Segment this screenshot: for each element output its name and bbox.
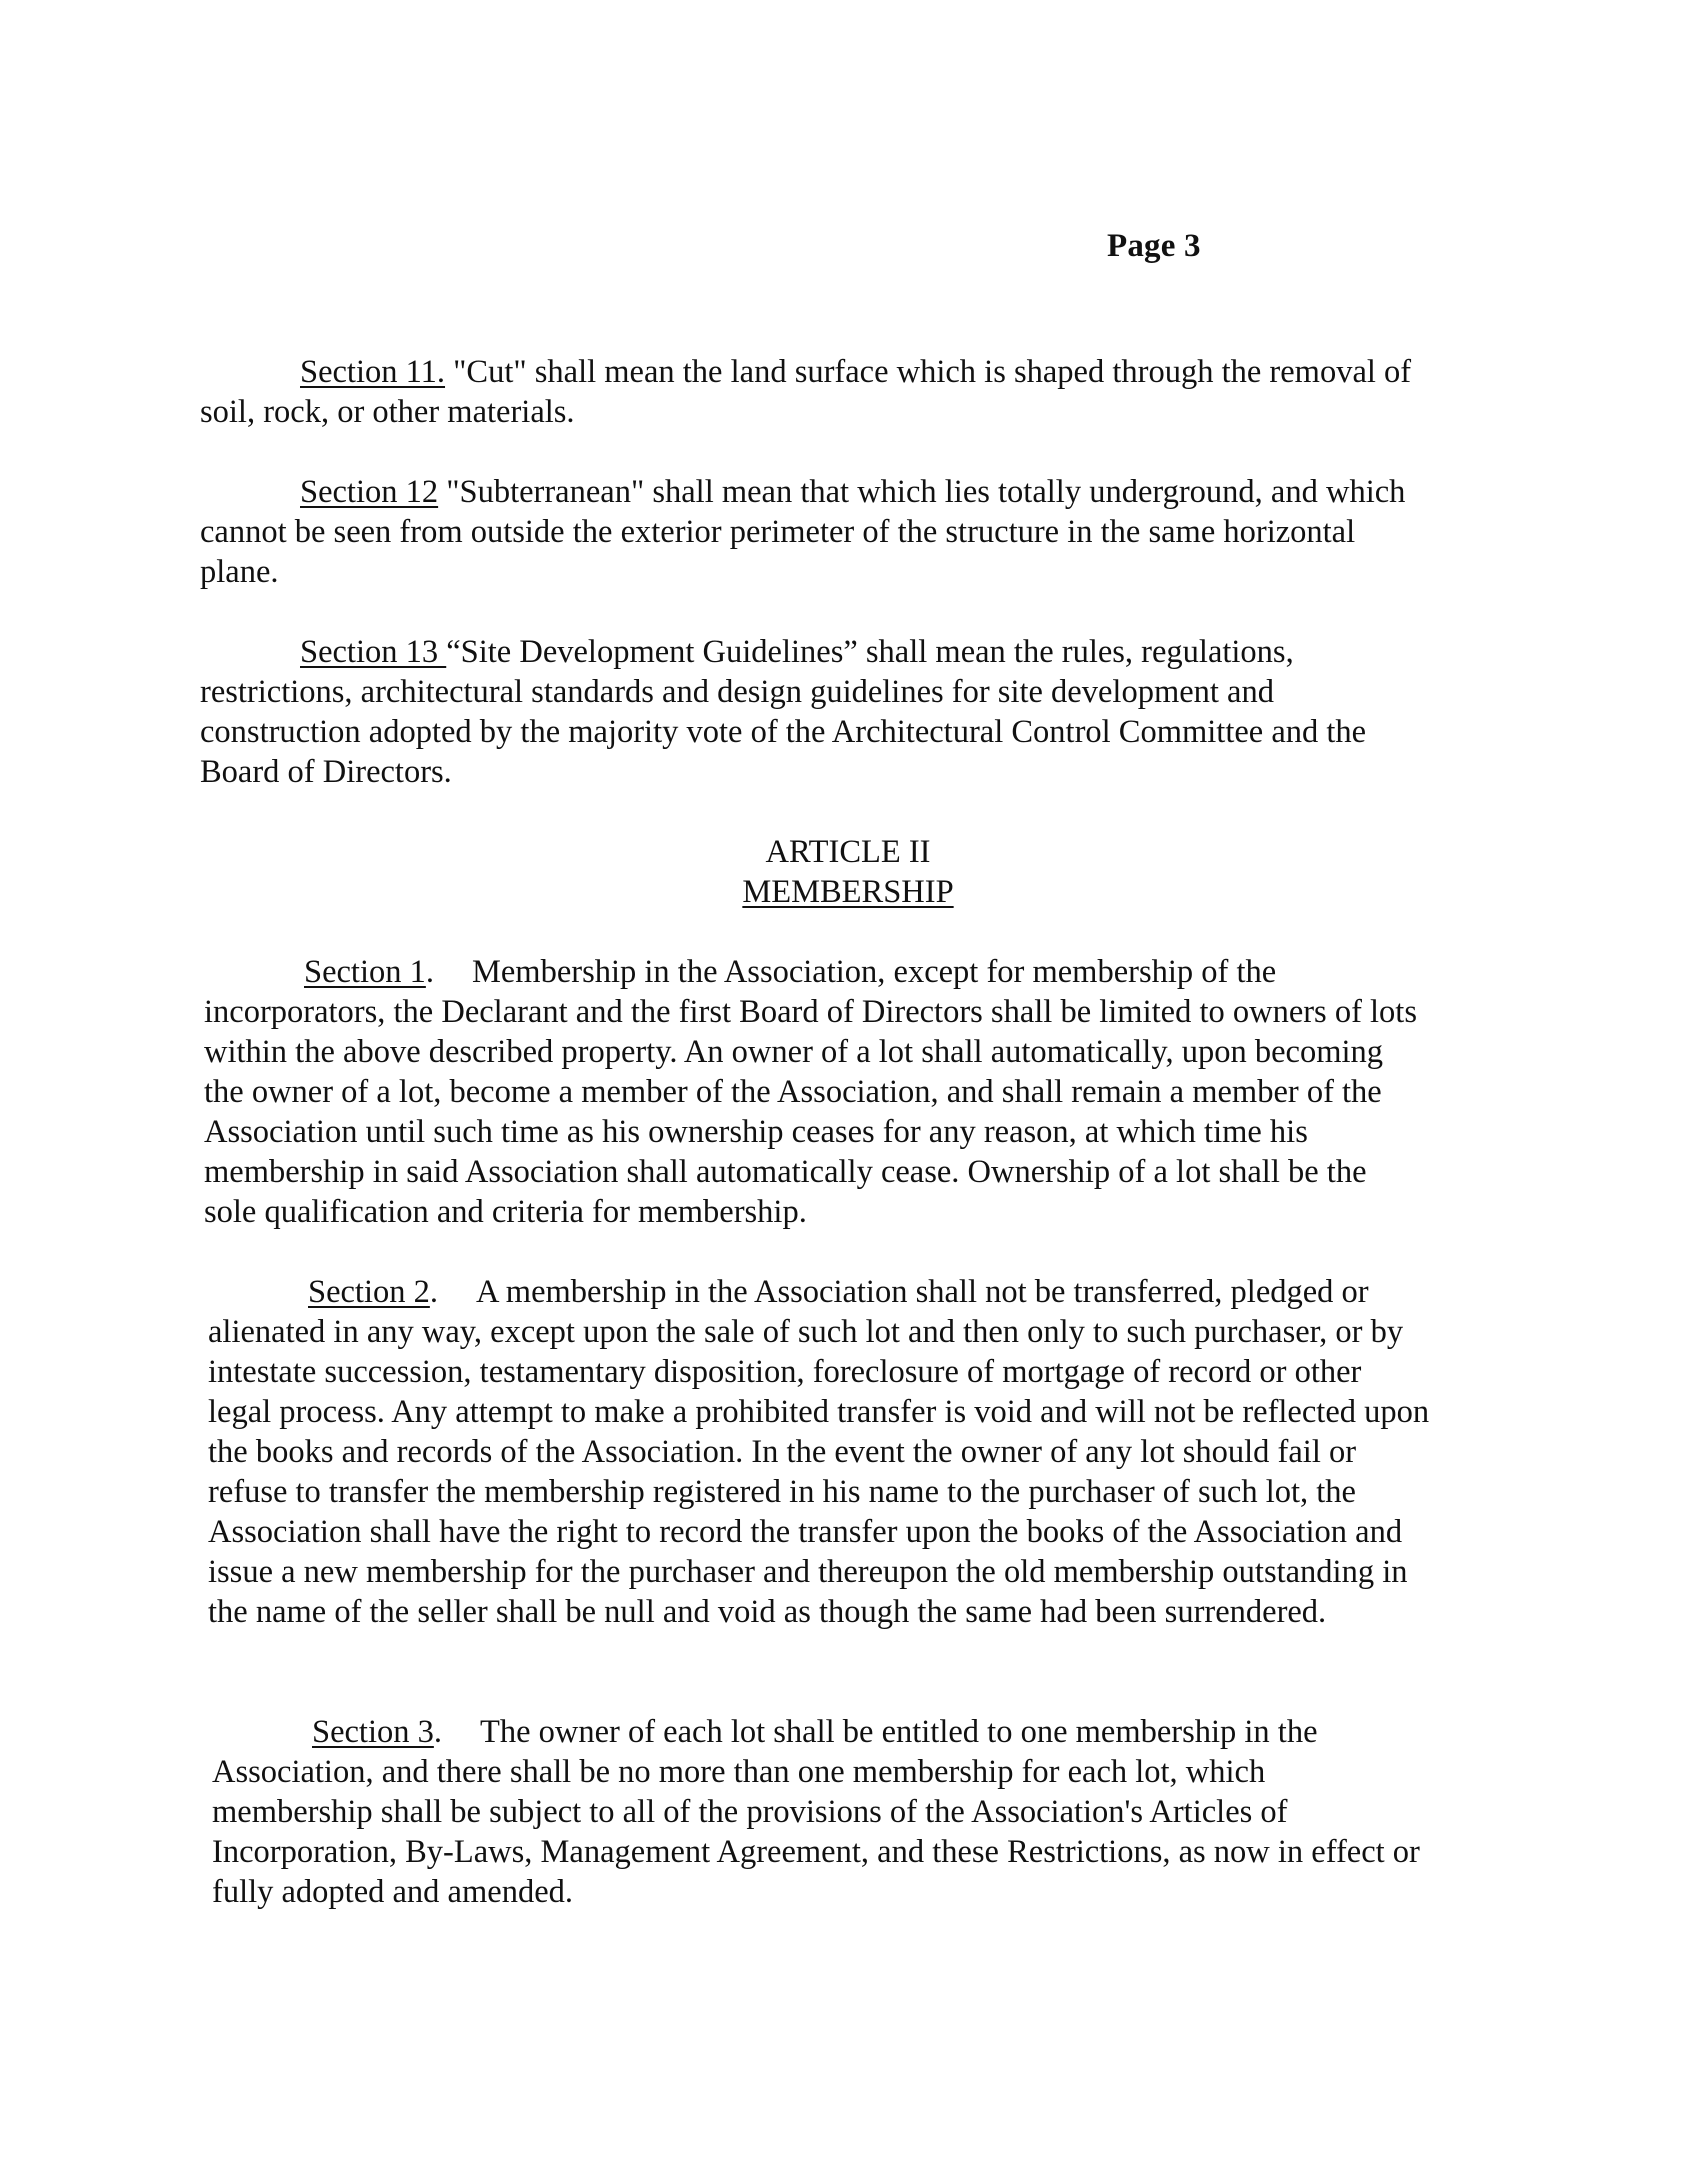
section-text: “Site Development Guidelines” shall mean the rules, regulations, restrictions, architectural standards and design guidelines for site development and construction adopted by the majority vote of the Architectural Control Committee and the Board of Directors. bbox=[200, 634, 1367, 790]
definition-section-12 bbox=[200, 472, 1412, 592]
section-text: The owner of each lot shall be entitled to one membership in the Association, and there shall be no more than one membership for each lot, which membership shall be subject to all of the provisions of the Association's Articles of Incorporation, By-Laws, Management Agreement, and these Restrictions, as now in effect or fully adopted and amended. bbox=[212, 1714, 1420, 1910]
page-number: Page 3 bbox=[1107, 228, 1201, 264]
section-text: "Subterranean" shall mean that which lies totally underground, and which cannot be seen from outside the exterior perimeter of the structure in the same horizontal plane. bbox=[200, 474, 1406, 590]
article-title bbox=[0, 872, 1696, 912]
section-label: Section 12 bbox=[300, 474, 439, 510]
article-section-1: Section 1. Membership in the Association, except for membership of the incorporators, the Declarant and the first Board of Directors shall be limited to owners of lots within the above described property. An owner of a lot shall automatically, upon becoming the owner of a lot, become a member of the Association, and shall remain a member of the Association until such time as his ownership ceases for any reason, at which time his membership in said Association shall automatically cease. Ownership of a lot shall be the sole qualification and criteria for membership. bbox=[204, 954, 1417, 1230]
section-label: Section 1 bbox=[304, 954, 426, 990]
definition-section-11 bbox=[200, 352, 1412, 432]
definition-section-13 bbox=[200, 632, 1412, 792]
section-label: Section 13 bbox=[300, 634, 447, 670]
article-title-text: MEMBERSHIP bbox=[742, 874, 954, 910]
section-label: Section 2 bbox=[308, 1274, 430, 1310]
section-label: Section 3 bbox=[312, 1714, 434, 1750]
section-text: "Cut" shall mean the land surface which is shaped through the removal of soil, rock, or other materials. bbox=[200, 354, 1412, 430]
section-text: A membership in the Association shall not be transferred, pledged or alienated in any way, except upon the sale of such lot and then only to such purchaser, or by intestate succession, testamentary disposition, foreclosure of mortgage of record or other legal process. Any attempt to make a prohibited transfer is void and will not be reflected upon the books and records of the Association. In the event the owner of any lot should fail or refuse to transfer the membership registered in his name to the purchaser of such lot, the Association shall have the right to record the transfer upon the books of the Association and issue a new membership for the purchaser and thereupon the old membership outstanding in the name of the seller shall be null and void as though the same had been surrendered. bbox=[208, 1274, 1430, 1630]
section-label: Section 11. bbox=[300, 354, 446, 390]
article-number: ARTICLE II bbox=[765, 834, 931, 870]
article-section-2: Section 2. A membership in the Association shall not be transferred, pledged or alienated in any way, except upon the sale of such lot and then only to such purchaser, or by intestate succession, testamentary disposition, foreclosure of mortgage of record or other legal process. Any attempt to make a prohibited transfer is void and will not be reflected upon the books and records of the Association. In the event the owner of any lot should fail or refuse to transfer the membership registered in his name to the purchaser of such lot, the Association shall have the right to record the transfer upon the books of the Association and issue a new membership for the purchaser and thereupon the old membership outstanding in the name of the seller shall be null and void as though the same had been surrendered. bbox=[208, 1274, 1430, 1630]
article-section-3: Section 3. The owner of each lot shall be entitled to one membership in the Association, and there shall be no more than one membership for each lot, which membership shall be subject to all of the provisions of the Association's Articles of Incorporation, By-Laws, Management Agreement, and these Restrictions, as now in effect or fully adopted and amended. bbox=[212, 1714, 1420, 1910]
section-text: Membership in the Association, except for membership of the incorporators, the Declarant and the first Board of Directors shall be limited to owners of lots within the above described property. An owner of a lot shall automatically, upon becoming the owner of a lot, become a member of the Association, and shall remain a member of the Association until such time as his ownership ceases for any reason, at which time his membership in said Association shall automatically cease. Ownership of a lot shall be the sole qualification and criteria for membership. bbox=[204, 954, 1417, 1230]
